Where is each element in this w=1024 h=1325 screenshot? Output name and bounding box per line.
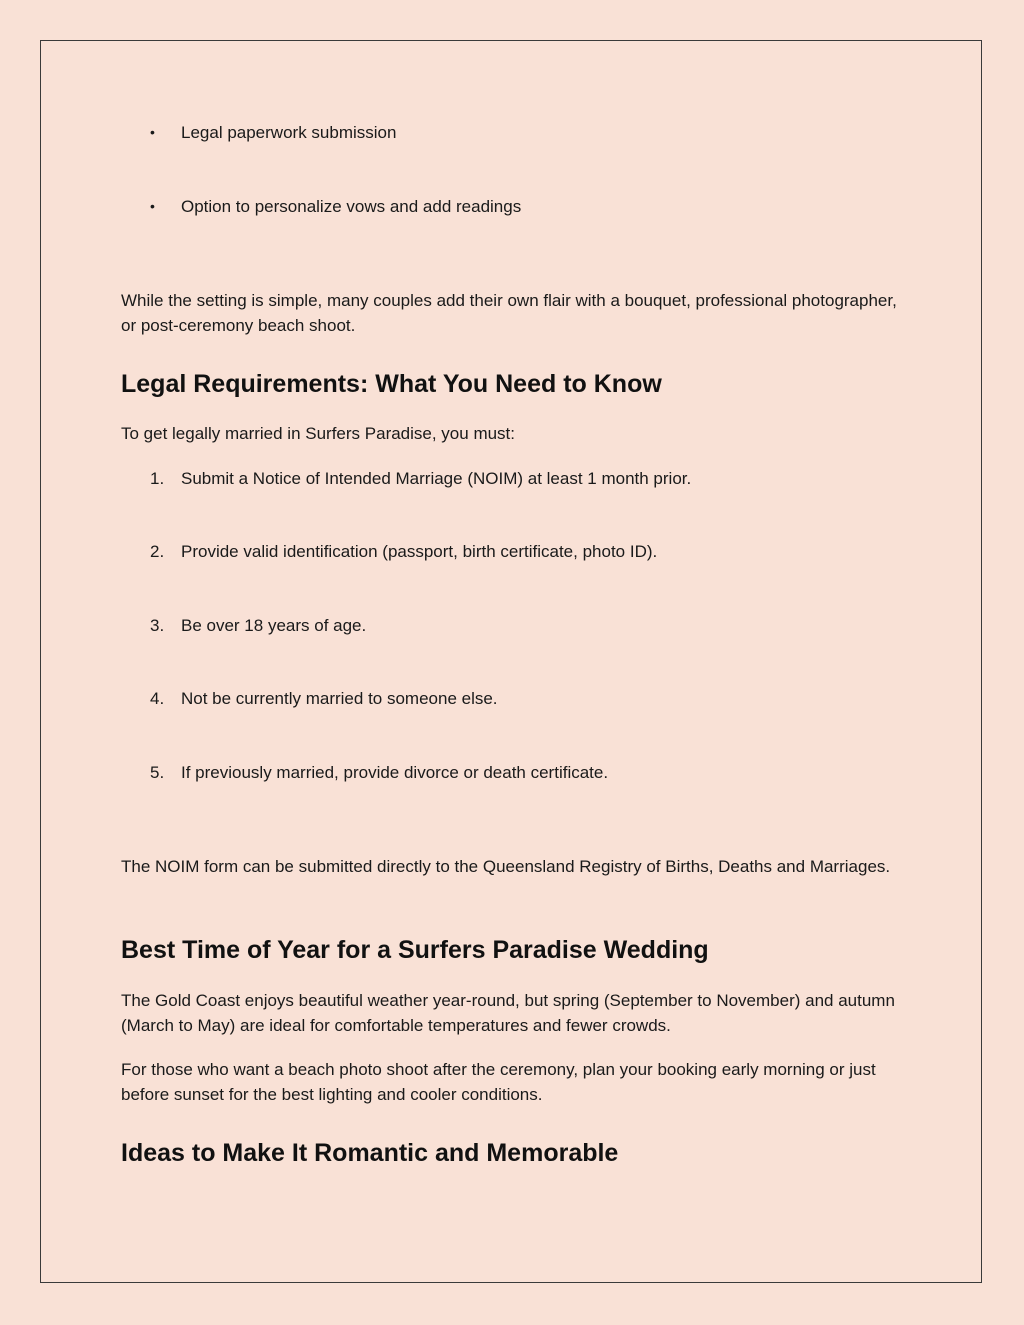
step-number: 1. — [150, 469, 165, 488]
ideas-heading: Ideas to Make It Romantic and Memorable — [121, 1139, 619, 1167]
bullet-item: Legal paperwork submission — [181, 123, 397, 142]
noim-note: The NOIM form can be submitted directly to the Queensland Registry of Births, Deaths and Marriages. — [121, 857, 891, 876]
step-text: Provide valid identification (passport, birth certificate, photo ID). — [181, 542, 658, 561]
legal-lead: To get legally married in Surfers Paradise, you must: — [121, 424, 516, 443]
best-time-heading: Best Time of Year for a Surfers Paradise Wedding — [121, 936, 709, 964]
intro-paragraph: While the setting is simple, many couples add their own flair with a bouquet, professional photographer, or post-ceremony beach shoot. — [121, 291, 897, 335]
step-number: 4. — [150, 689, 165, 708]
legal-heading: Legal Requirements: What You Need to Know — [121, 370, 662, 398]
step-text: Be over 18 years of age. — [181, 616, 367, 635]
bullet-marker: • — [150, 198, 155, 214]
bullet-marker: • — [150, 124, 155, 140]
step-number: 5. — [150, 763, 165, 782]
step-text: If previously married, provide divorce or death certificate. — [181, 763, 609, 782]
photo-shoot-paragraph: For those who want a beach photo shoot after the ceremony, plan your booking early morning or just before sunset for the best lighting and cooler conditions. — [121, 1060, 876, 1104]
step-text: Submit a Notice of Intended Marriage (NOIM) at least 1 month prior. — [181, 469, 692, 488]
bullet-item: Option to personalize vows and add readings — [181, 197, 522, 216]
step-number: 2. — [150, 542, 165, 561]
step-number: 3. — [150, 616, 165, 635]
best-time-paragraph: The Gold Coast enjoys beautiful weather year-round, but spring (September to November) and autumn (March to May) are ideal for comfortable temperatures and fewer crowds. — [121, 991, 895, 1035]
step-text: Not be currently married to someone else. — [181, 689, 498, 708]
